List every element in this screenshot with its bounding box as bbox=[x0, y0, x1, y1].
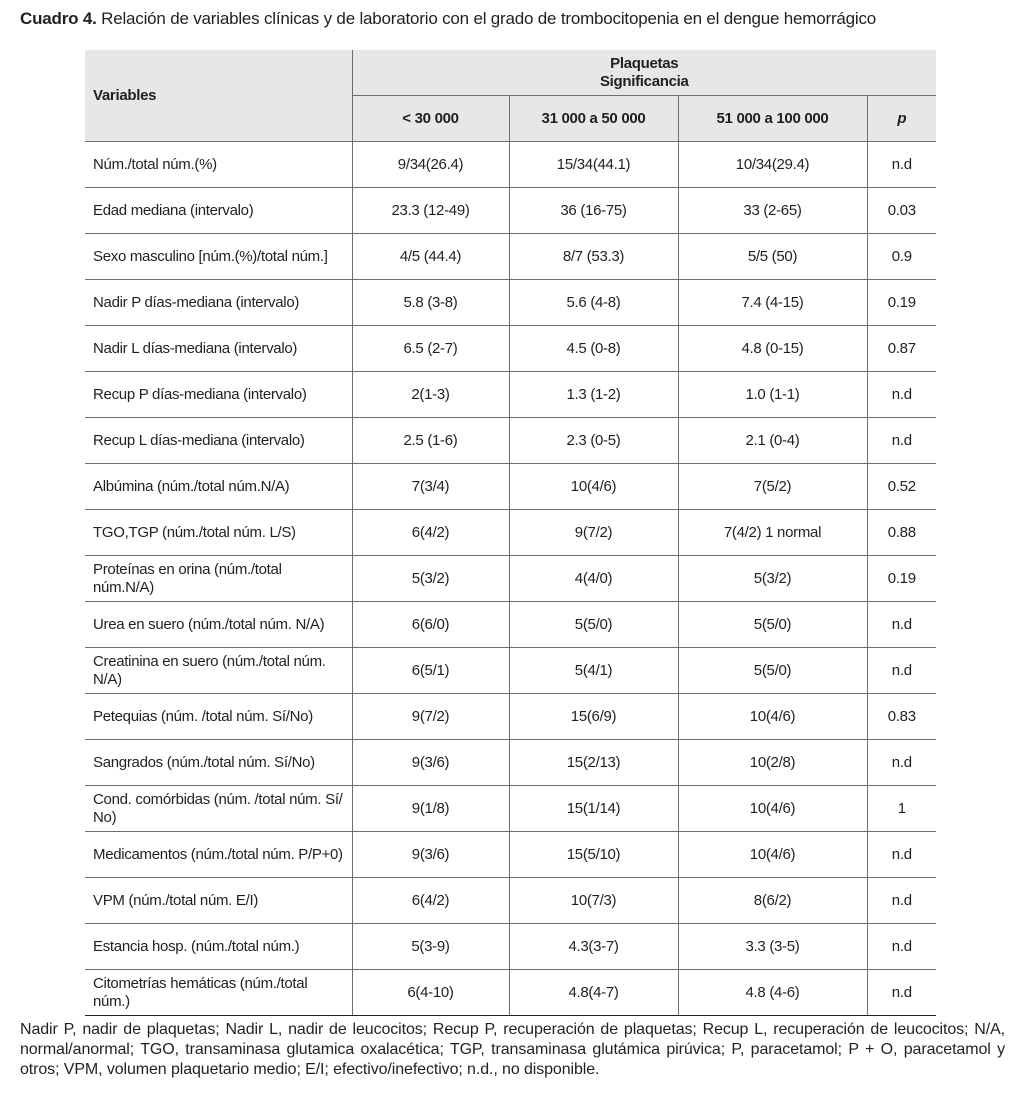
value-cell: 10/34(29.4) bbox=[678, 142, 867, 188]
table-row bbox=[85, 832, 936, 878]
value-cell: 6(6/0) bbox=[352, 602, 509, 648]
table-row bbox=[85, 602, 936, 648]
variable-cell: Recup L días-mediana (intervalo) bbox=[85, 418, 352, 464]
value-cell: n.d bbox=[867, 602, 936, 648]
value-cell: 5(3-9) bbox=[352, 924, 509, 970]
variable-cell: Núm./total núm.(%) bbox=[85, 142, 352, 188]
value-cell: 9(7/2) bbox=[509, 510, 678, 556]
value-cell: 6(5/1) bbox=[352, 648, 509, 694]
value-cell: 15(2/13) bbox=[509, 740, 678, 786]
value-cell: 10(2/8) bbox=[678, 740, 867, 786]
value-cell: 36 (16-75) bbox=[509, 188, 678, 234]
value-cell: n.d bbox=[867, 878, 936, 924]
table-row bbox=[85, 234, 936, 280]
table-row bbox=[85, 326, 936, 372]
group-header-line2: Significancia bbox=[599, 72, 689, 90]
value-cell: 4.3(3-7) bbox=[509, 924, 678, 970]
variable-cell: Creatinina en suero (núm./total núm. N/A) bbox=[85, 648, 352, 694]
value-cell: 4/5 (44.4) bbox=[352, 234, 509, 280]
value-cell: 5(3/2) bbox=[678, 556, 867, 602]
value-cell: 23.3 (12-49) bbox=[352, 188, 509, 234]
value-cell: 10(4/6) bbox=[678, 786, 867, 832]
variable-cell: Medicamentos (núm./total núm. P/P+0) bbox=[85, 832, 352, 878]
variable-cell: VPM (núm./total núm. E/I) bbox=[85, 878, 352, 924]
value-cell: 15(6/9) bbox=[509, 694, 678, 740]
value-cell: 10(4/6) bbox=[678, 832, 867, 878]
value-cell: n.d bbox=[867, 418, 936, 464]
value-cell: 9(7/2) bbox=[352, 694, 509, 740]
table-row bbox=[85, 786, 936, 832]
value-cell: 9(1/8) bbox=[352, 786, 509, 832]
variable-cell: Estancia hosp. (núm./total núm.) bbox=[85, 924, 352, 970]
value-cell: 4.8 (4-6) bbox=[678, 970, 867, 1016]
value-cell: n.d bbox=[867, 740, 936, 786]
variable-cell: Cond. comórbidas (núm. /total núm. Sí/ No) bbox=[85, 786, 352, 832]
value-cell: 0.52 bbox=[867, 464, 936, 510]
table-row bbox=[85, 694, 936, 740]
table-row bbox=[85, 740, 936, 786]
variables-header: Variables bbox=[85, 50, 352, 142]
column-header-p: p bbox=[867, 96, 936, 142]
value-cell: 3.3 (3-5) bbox=[678, 924, 867, 970]
value-cell: 2.1 (0-4) bbox=[678, 418, 867, 464]
table-row bbox=[85, 142, 936, 188]
value-cell: 2.3 (0-5) bbox=[509, 418, 678, 464]
value-cell: 6.5 (2-7) bbox=[352, 326, 509, 372]
value-cell: 0.87 bbox=[867, 326, 936, 372]
table-row bbox=[85, 648, 936, 694]
caption-label: Cuadro 4. bbox=[20, 9, 97, 28]
table-row bbox=[85, 372, 936, 418]
variable-cell: Citometrías hemáticas (núm./total núm.) bbox=[85, 970, 352, 1016]
value-cell: 1.0 (1-1) bbox=[678, 372, 867, 418]
value-cell: 2.5 (1-6) bbox=[352, 418, 509, 464]
variable-cell: Nadir P días-mediana (intervalo) bbox=[85, 280, 352, 326]
variable-cell: Sexo masculino [núm.(%)/total núm.] bbox=[85, 234, 352, 280]
value-cell: 0.19 bbox=[867, 280, 936, 326]
value-cell: 5(3/2) bbox=[352, 556, 509, 602]
caption-text: Relación de variables clínicas y de laboratorio con el grado de trombocitopenia en el dengue hemorrágico bbox=[101, 9, 877, 28]
table-row bbox=[85, 970, 936, 1016]
variable-cell: Petequias (núm. /total núm. Sí/No) bbox=[85, 694, 352, 740]
table-row bbox=[85, 280, 936, 326]
value-cell: 15(1/14) bbox=[509, 786, 678, 832]
value-cell: 33 (2-65) bbox=[678, 188, 867, 234]
value-cell: 7.4 (4-15) bbox=[678, 280, 867, 326]
table-row bbox=[85, 510, 936, 556]
table-row bbox=[85, 924, 936, 970]
value-cell: 0.83 bbox=[867, 694, 936, 740]
variable-cell: Proteínas en orina (núm./total núm.N/A) bbox=[85, 556, 352, 602]
column-header: 51 000 a 100 000 bbox=[678, 96, 867, 142]
value-cell: 9(3/6) bbox=[352, 740, 509, 786]
value-cell: 6(4/2) bbox=[352, 878, 509, 924]
value-cell: n.d bbox=[867, 648, 936, 694]
value-cell: 5(5/0) bbox=[509, 602, 678, 648]
value-cell: 10(4/6) bbox=[509, 464, 678, 510]
value-cell: 1 bbox=[867, 786, 936, 832]
table-footnote: Nadir P, nadir de plaquetas; Nadir L, nadir de leucocitos; Recup P, recuperación de plaquetas; Recup L, recuperación de leucocitos; N/A, normal/anormal; TGO, transaminasa glutamica oxalacética; TGP, transaminasa glutámica pirúvica; P, paracetamol; P + O, paracetamol y otros; VPM, volumen plaquetario medio; E/I; efectivo/inefectivo; n.d., no disponible. bbox=[20, 1021, 1005, 1078]
value-cell: 8(6/2) bbox=[678, 878, 867, 924]
value-cell: 6(4-10) bbox=[352, 970, 509, 1016]
value-cell: 9/34(26.4) bbox=[352, 142, 509, 188]
table-body bbox=[85, 142, 936, 1016]
value-cell: 0.19 bbox=[867, 556, 936, 602]
value-cell: 10(7/3) bbox=[509, 878, 678, 924]
table-caption bbox=[20, 8, 1010, 30]
value-cell: n.d bbox=[867, 372, 936, 418]
value-cell: 4.8 (0-15) bbox=[678, 326, 867, 372]
variable-cell: TGO,TGP (núm./total núm. L/S) bbox=[85, 510, 352, 556]
value-cell: 5(5/0) bbox=[678, 602, 867, 648]
value-cell: 4(4/0) bbox=[509, 556, 678, 602]
group-header-line1: Plaquetas bbox=[610, 54, 679, 72]
value-cell: 1.3 (1-2) bbox=[509, 372, 678, 418]
value-cell: 5/5 (50) bbox=[678, 234, 867, 280]
column-header: < 30 000 bbox=[352, 96, 509, 142]
value-cell: 6(4/2) bbox=[352, 510, 509, 556]
table-row bbox=[85, 878, 936, 924]
value-cell: n.d bbox=[867, 970, 936, 1016]
value-cell: 7(5/2) bbox=[678, 464, 867, 510]
table-row bbox=[85, 464, 936, 510]
variable-cell: Urea en suero (núm./total núm. N/A) bbox=[85, 602, 352, 648]
value-cell: 4.5 (0-8) bbox=[509, 326, 678, 372]
value-cell: n.d bbox=[867, 142, 936, 188]
value-cell: 4.8(4-7) bbox=[509, 970, 678, 1016]
value-cell: n.d bbox=[867, 924, 936, 970]
value-cell: 8/7 (53.3) bbox=[509, 234, 678, 280]
value-cell: 0.03 bbox=[867, 188, 936, 234]
value-cell: 7(3/4) bbox=[352, 464, 509, 510]
value-cell: 15/34(44.1) bbox=[509, 142, 678, 188]
table-row bbox=[85, 188, 936, 234]
header-row-1 bbox=[85, 50, 936, 96]
value-cell: 2(1-3) bbox=[352, 372, 509, 418]
value-cell: 5(5/0) bbox=[678, 648, 867, 694]
column-header: 31 000 a 50 000 bbox=[509, 96, 678, 142]
table-row bbox=[85, 418, 936, 464]
variable-cell: Albúmina (núm./total núm.N/A) bbox=[85, 464, 352, 510]
data-table bbox=[85, 50, 936, 1016]
value-cell: n.d bbox=[867, 832, 936, 878]
variable-cell: Edad mediana (intervalo) bbox=[85, 188, 352, 234]
variable-cell: Nadir L días-mediana (intervalo) bbox=[85, 326, 352, 372]
value-cell: 5.8 (3-8) bbox=[352, 280, 509, 326]
value-cell: 5.6 (4-8) bbox=[509, 280, 678, 326]
value-cell: 7(4/2) 1 normal bbox=[678, 510, 867, 556]
value-cell: 5(4/1) bbox=[509, 648, 678, 694]
value-cell: 0.9 bbox=[867, 234, 936, 280]
value-cell: 0.88 bbox=[867, 510, 936, 556]
value-cell: 10(4/6) bbox=[678, 694, 867, 740]
group-header bbox=[352, 50, 936, 96]
value-cell: 9(3/6) bbox=[352, 832, 509, 878]
variable-cell: Sangrados (núm./total núm. Sí/No) bbox=[85, 740, 352, 786]
variable-cell: Recup P días-mediana (intervalo) bbox=[85, 372, 352, 418]
table-row bbox=[85, 556, 936, 602]
value-cell: 15(5/10) bbox=[509, 832, 678, 878]
